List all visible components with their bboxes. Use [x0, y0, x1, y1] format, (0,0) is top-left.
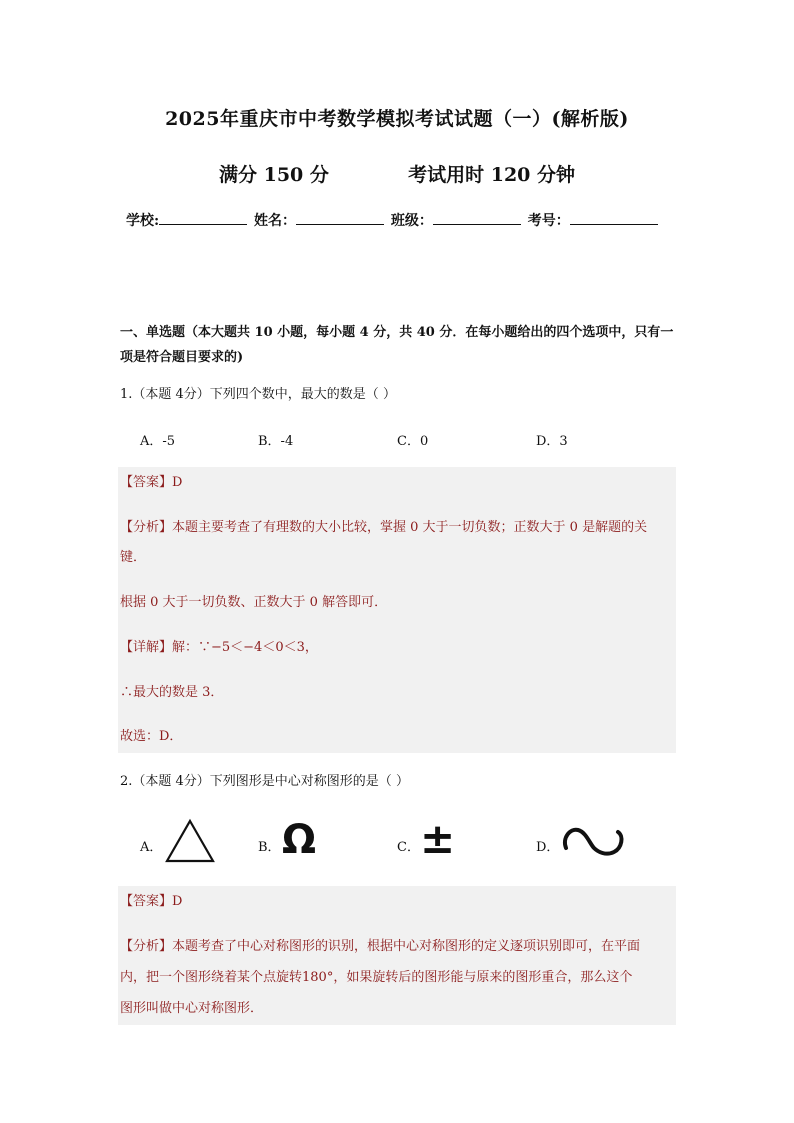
document-title: 2025年重庆市中考数学模拟考试试题（一）(解析版): [165, 108, 629, 130]
omega-icon: Ω: [282, 817, 317, 863]
exam-number-label: 考号：: [527, 213, 570, 229]
exam-duration: 考试用时 120 分钟: [408, 164, 576, 186]
option-a-label: A．: [140, 840, 163, 855]
question-1-detail-line-1: 【详解】解：∵−5＜−4＜0＜3，: [120, 640, 318, 655]
plus-minus-icon: ±: [420, 814, 456, 863]
class-label: 班级：: [390, 213, 433, 229]
name-blank[interactable]: [296, 212, 384, 225]
section-heading: 一、单选题（本大题共 10 小题，每小题 4 分，共 40 分．在每小题给出的四个选项中，只有一项是符合题目要求的): [120, 325, 674, 365]
full-score: 满分 150 分: [218, 164, 329, 186]
question-2-analysis-line-1: 【分析】本题考查了中心对称图形的识别，根据中心对称图形的定义逐项识别即可，在平面: [120, 939, 641, 954]
question-1-analysis-line-2: 键．: [120, 550, 147, 565]
question-2-analysis-line-3: 图形叫做中心对称图形．: [120, 1001, 264, 1016]
triangle-icon: [164, 818, 216, 864]
class-blank[interactable]: [433, 212, 521, 225]
option-d-label: D．: [536, 840, 560, 855]
school-blank[interactable]: [159, 212, 247, 225]
option-c: C．0: [397, 434, 429, 449]
question-2-answer: 【答案】D: [120, 894, 183, 909]
option-b: B．-4: [258, 434, 294, 449]
student-info-fields: [126, 210, 660, 230]
question-1-answer: 【答案】D: [120, 475, 183, 490]
name-label: 姓名：: [254, 213, 297, 229]
question-1-detail-line-2: ∴最大的数是 3．: [120, 685, 224, 700]
question-2-stem: 2.（本题 4分）下列图形是中心对称图形的是（ ）: [120, 774, 409, 789]
question-1-stem: 1.（本题 4分）下列四个数中，最大的数是（ ）: [120, 387, 396, 402]
question-1-detail-line-3: 故选：D．: [120, 729, 183, 744]
option-a: A．-5: [140, 434, 176, 449]
exam-info: [0, 160, 794, 187]
question-1-analysis-line-1: 【分析】本题主要考查了有理数的大小比较，掌握 0 大于一切负数；正数大于 0 是解题的关: [120, 520, 648, 535]
school-label: 学校:: [126, 213, 160, 229]
question-2-analysis-line-2: 内，把一个图形绕着某个点旋转180°，如果旋转后的图形能与原来的图形重合，那么这个: [120, 970, 633, 985]
question-1-analysis-line-3: 根据 0 大于一切负数、正数大于 0 解答即可．: [120, 595, 388, 610]
option-d: D．3: [536, 434, 568, 449]
option-b-label: B．: [258, 840, 281, 855]
s-curve-icon: [560, 824, 626, 858]
option-c-label: C．: [397, 840, 420, 855]
exam-number-blank[interactable]: [570, 212, 658, 225]
